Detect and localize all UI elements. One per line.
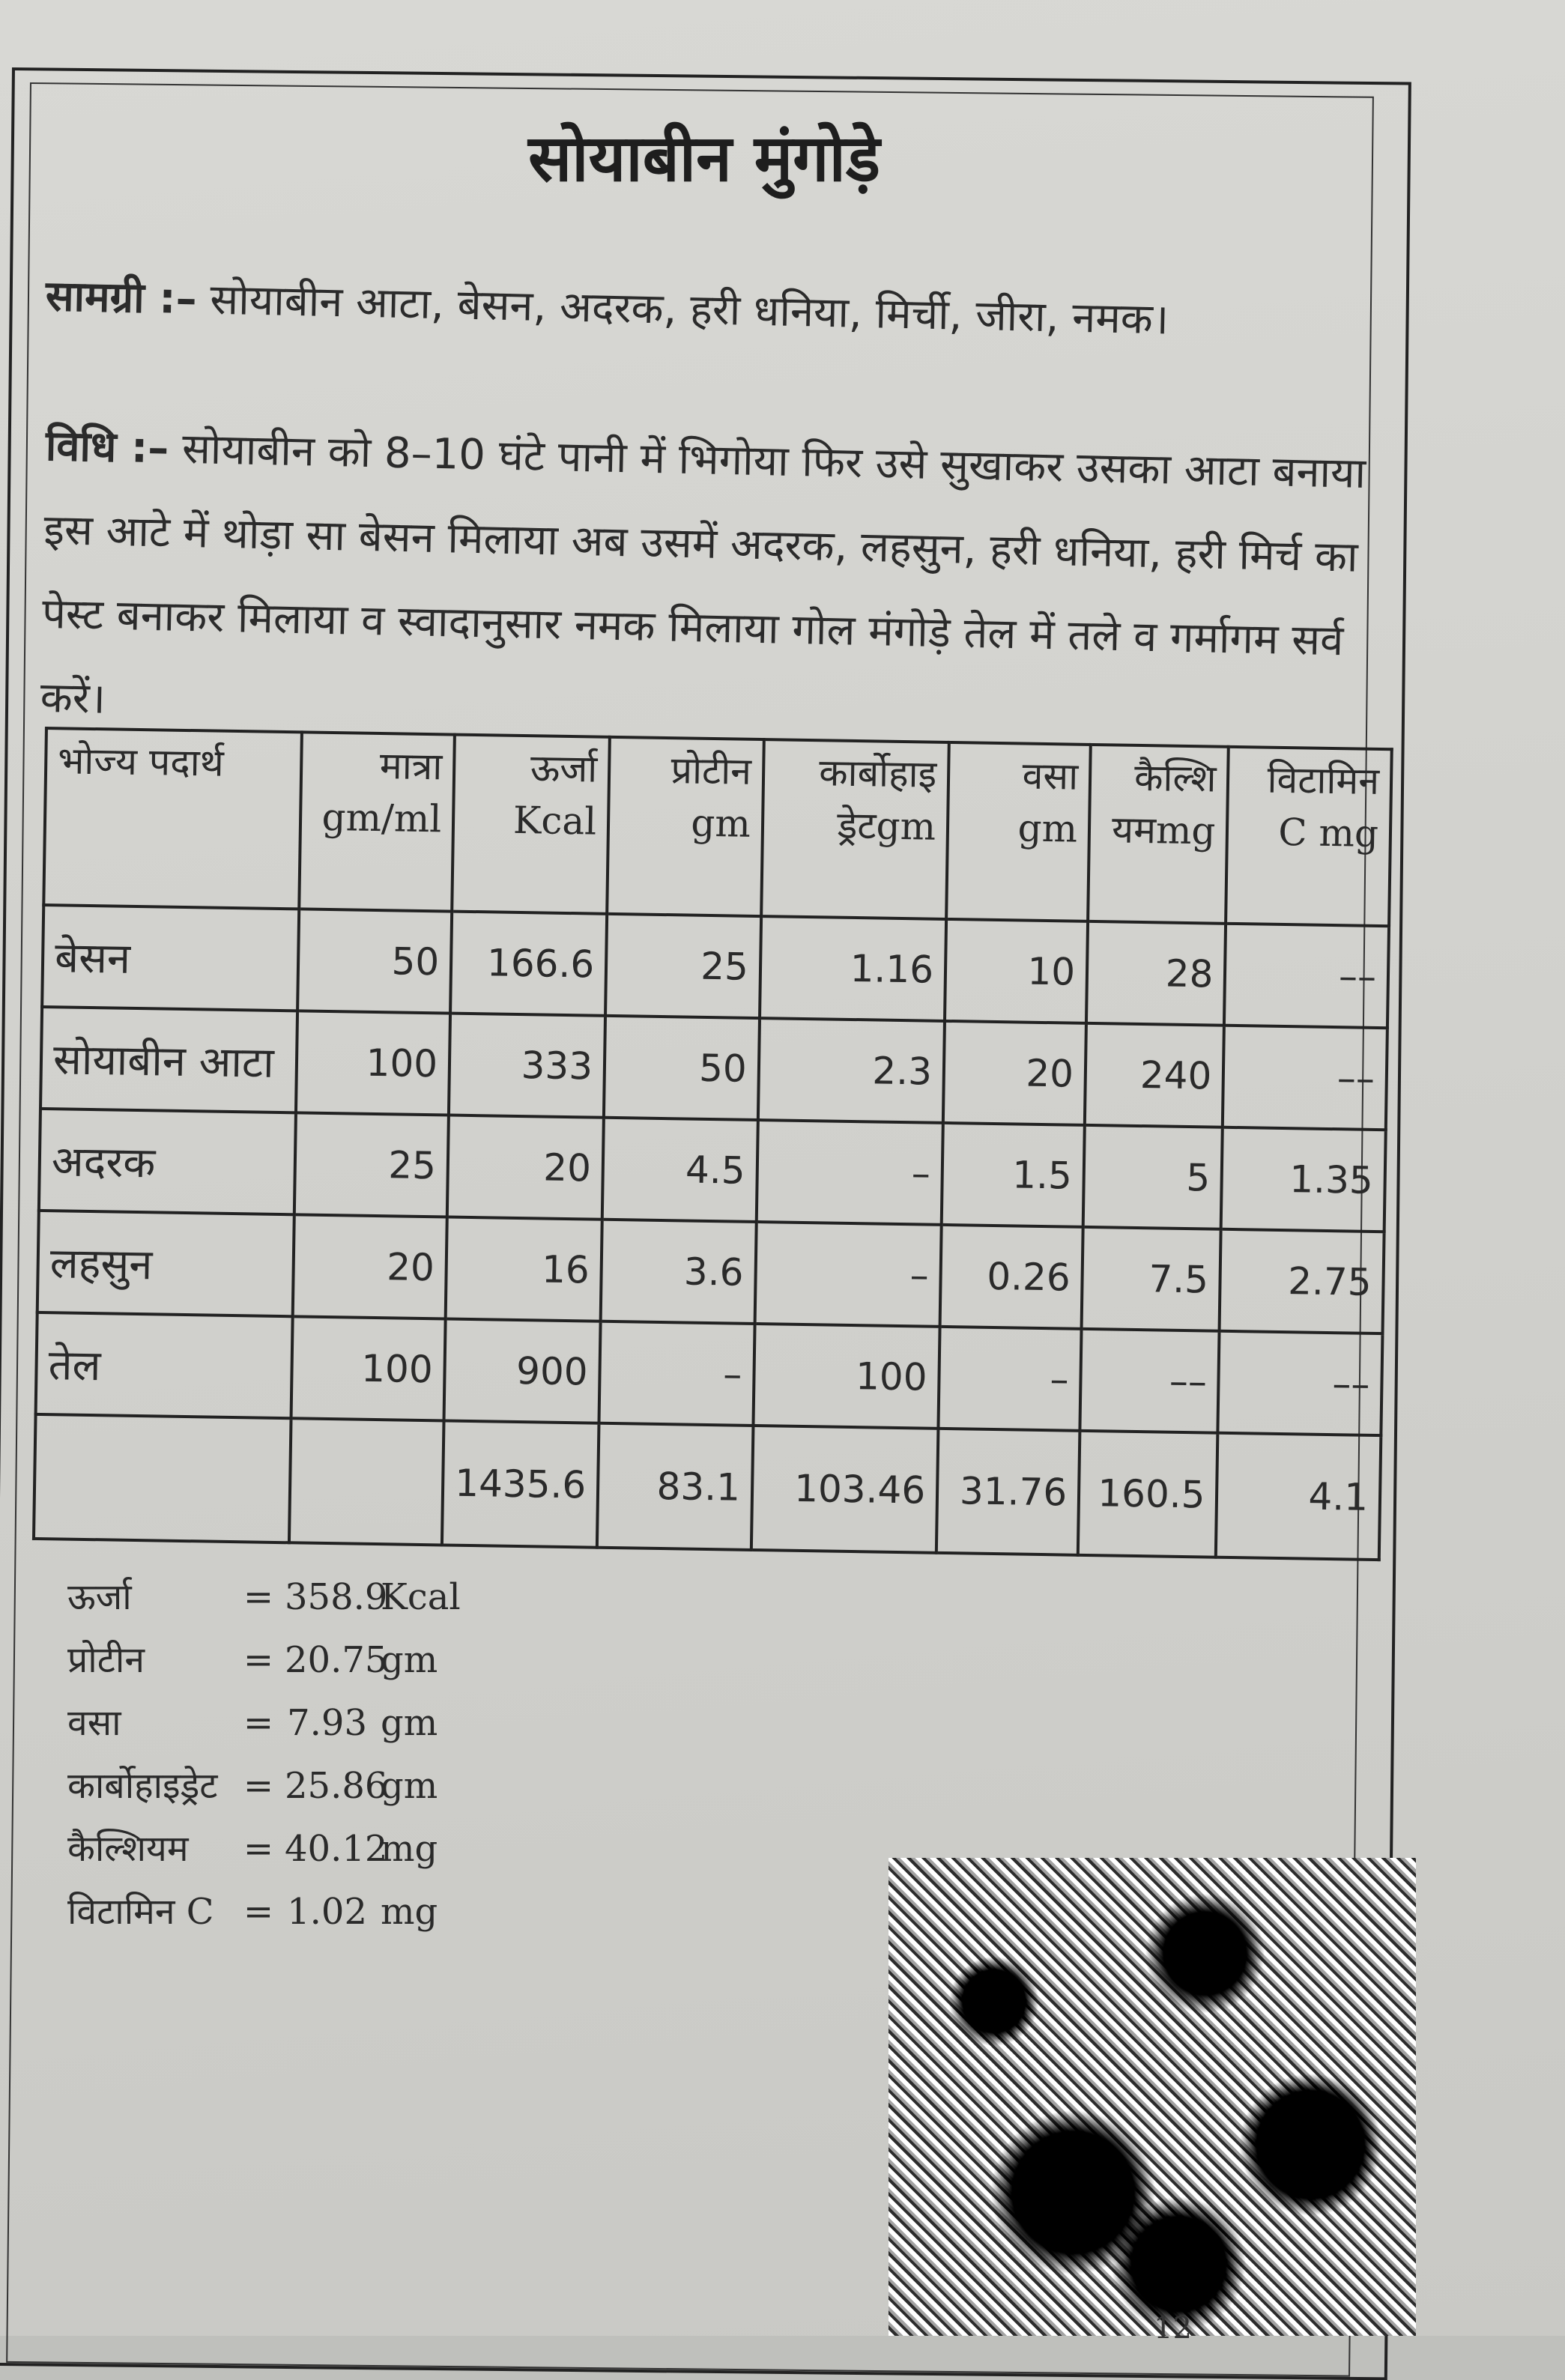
summary-key: वसा [67, 1702, 121, 1744]
summary-unit: mg [381, 1891, 438, 1933]
table-cell: 1.5 [942, 1123, 1085, 1227]
table-cell: 20 [943, 1021, 1086, 1125]
table-cell: 1.16 [760, 916, 946, 1021]
table-cell: 4.5 [602, 1118, 758, 1222]
header-energy: ऊर्जा Kcal [452, 735, 610, 914]
table-cell [289, 1418, 444, 1545]
table-cell: –– [1223, 1026, 1387, 1130]
header-food-item: भोज्य पदार्थ [43, 728, 302, 909]
table-cell: 240 [1085, 1023, 1224, 1127]
table-cell: 25 [605, 914, 761, 1018]
table-cell: 25 [294, 1112, 449, 1217]
header-protein: प्रोटीन gm [607, 737, 763, 916]
table-cell: – [599, 1321, 755, 1426]
table-cell: 100 [753, 1324, 939, 1429]
table-cell: 16 [446, 1217, 602, 1321]
table-cell: 4.1 [1216, 1433, 1381, 1560]
summary-equals: = [243, 1828, 274, 1870]
nutrition-summary [67, 1566, 461, 1943]
summary-row [67, 1754, 461, 1817]
nutrition-table-wrap [32, 727, 1393, 1561]
summary-unit: gm [381, 1639, 438, 1681]
method-paragraph [40, 405, 1380, 768]
summary-key: कार्बोहाइड्रेट [67, 1765, 218, 1807]
table-cell: 7.5 [1082, 1227, 1221, 1331]
table-cell: 2.3 [758, 1018, 945, 1123]
header-calcium: कैल्शि यमmg [1088, 745, 1229, 924]
table-cell: लहसुन [37, 1211, 294, 1316]
summary-unit: gm [381, 1702, 438, 1744]
table-cell: 50 [297, 909, 452, 1013]
header-carbohydrate: कार्बोहाइ ड्रेटgm [761, 739, 949, 919]
table-cell: बेसन [42, 905, 299, 1011]
table-cell: सोयाबीन आटा [40, 1007, 297, 1112]
table-total-row [34, 1414, 1381, 1560]
table-header-row [43, 728, 1391, 926]
table-cell: –– [1224, 924, 1389, 1028]
summary-value: 20.75 [285, 1639, 388, 1681]
summary-unit: gm [381, 1765, 438, 1807]
summary-key: कैल्शियम [67, 1828, 189, 1870]
table-cell: 103.46 [751, 1426, 939, 1553]
table-cell: – [938, 1327, 1081, 1431]
table-cell: 10 [945, 919, 1088, 1023]
method-text: सोयाबीन को 8–10 घंटे पानी में भिगोया फिर उसे सुखाकर उसका आटा बनाया इस आटे में थोड़ा सा बेसन मिलाया अब उसमें अदरक, लहसुन, हरी धनिया, हरी मिर्च का पेस्ट बनाकर मिलाया व स्वादानुसार नमक मिलाया गोल मंगोड़े तेल में तले व गर्मागम सर्व करें। [40, 424, 1366, 724]
header-fat: वसा gm [946, 742, 1091, 921]
table-cell: 3.6 [601, 1220, 757, 1324]
ingredients-label: सामग्री :– [45, 271, 198, 324]
table-cell: 5 [1083, 1125, 1223, 1229]
table-cell: 50 [604, 1016, 760, 1120]
table-cell: तेल [36, 1312, 293, 1418]
table-cell: अदरक [39, 1109, 296, 1214]
table-cell: 20 [447, 1115, 604, 1220]
summary-row [67, 1692, 461, 1754]
table-cell: 1.35 [1221, 1127, 1386, 1232]
table-cell: – [757, 1120, 943, 1225]
table-cell: 28 [1086, 921, 1226, 1026]
recipe-title: सोयाबीन मुंगोड़े [528, 121, 880, 196]
summary-equals: = [243, 1765, 274, 1807]
table-cell: –– [1218, 1331, 1383, 1435]
page-number: 12 [1154, 2311, 1192, 2346]
summary-unit: mg [381, 1828, 438, 1870]
summary-row [67, 1629, 461, 1692]
summary-row [67, 1880, 461, 1943]
summary-equals: = [243, 1891, 274, 1933]
table-cell: 900 [444, 1318, 601, 1423]
summary-row [67, 1566, 461, 1629]
summary-value: 25.86 [285, 1765, 388, 1807]
summary-value: 358.9 [285, 1576, 388, 1618]
dish-photo [889, 1858, 1416, 2336]
summary-value: 1.02 [287, 1891, 367, 1933]
nutrition-table [32, 727, 1393, 1561]
table-cell: 100 [296, 1011, 450, 1115]
table-cell: 166.6 [450, 912, 607, 1016]
summary-value: 7.93 [287, 1702, 367, 1744]
table-cell: 31.76 [936, 1429, 1080, 1555]
table-cell: – [754, 1222, 941, 1327]
ingredients-text: सोयाबीन आटा, बेसन, अदरक, हरी धनिया, मिर्ची, जीरा, नमक। [209, 275, 1169, 345]
summary-value: 40.12 [285, 1828, 388, 1870]
table-cell: 160.5 [1078, 1431, 1218, 1557]
summary-equals: = [243, 1639, 274, 1681]
table-cell: 20 [293, 1214, 447, 1318]
table-cell [34, 1414, 291, 1542]
summary-unit: Kcal [381, 1576, 461, 1618]
summary-key: प्रोटीन [67, 1639, 145, 1681]
summary-equals: = [243, 1576, 274, 1618]
header-quantity: मात्रा gm/ml [299, 732, 455, 911]
table-cell: 100 [291, 1316, 446, 1420]
summary-row [67, 1817, 461, 1880]
header-vitamin-c: विटामिन C mg [1226, 747, 1391, 926]
table-cell: 0.26 [940, 1225, 1083, 1329]
table-cell: 1435.6 [442, 1420, 599, 1547]
table-cell: 333 [449, 1014, 605, 1118]
table-cell: –– [1080, 1329, 1219, 1433]
table-cell: 83.1 [597, 1423, 753, 1550]
method-label: विधि :– [45, 421, 169, 473]
summary-key: ऊर्जा [67, 1576, 132, 1618]
summary-equals: = [243, 1702, 274, 1744]
table-cell: 2.75 [1220, 1229, 1384, 1333]
summary-key: विटामिन C [67, 1891, 214, 1933]
